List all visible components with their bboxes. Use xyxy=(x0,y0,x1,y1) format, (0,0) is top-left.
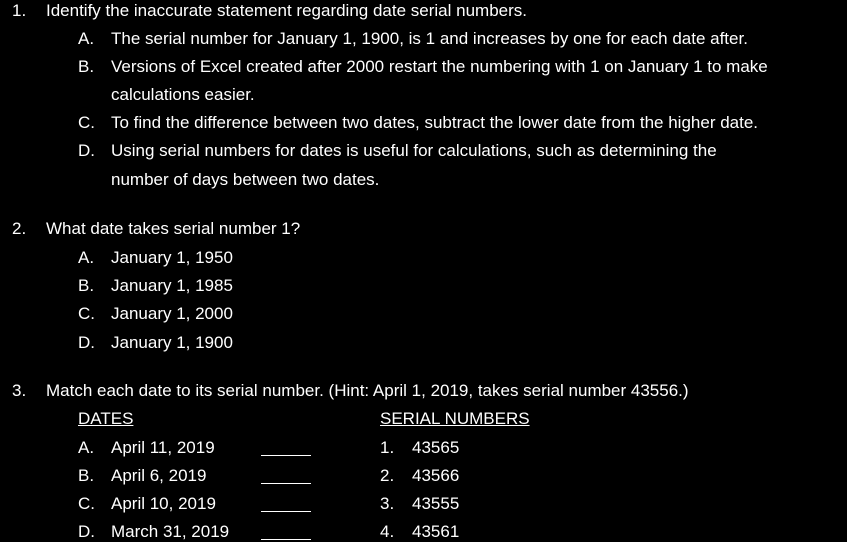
question-1-option-b-text-line-2: calculations easier. xyxy=(111,85,255,104)
question-1-option-c-letter: C. xyxy=(78,113,95,132)
answer-blank-a[interactable] xyxy=(261,455,311,456)
answer-blank-d[interactable] xyxy=(261,539,311,540)
question-2-option-b-letter: B. xyxy=(78,276,95,295)
answer-blank-b[interactable] xyxy=(261,483,311,484)
question-3-text: Match each date to its serial number. (Hint: April 1, 2019, takes serial number 43556.) xyxy=(46,381,689,400)
serial-1-value: 43565 xyxy=(412,438,460,457)
serial-3-value: 43555 xyxy=(412,494,460,513)
question-2-number: 2. xyxy=(12,219,27,238)
question-1-option-c-text: To find the difference between two dates, subtract the lower date from the higher date. xyxy=(111,113,759,132)
serial-4-number: 4. xyxy=(380,522,395,541)
question-1-option-a-letter: A. xyxy=(78,29,95,48)
date-a-letter: A. xyxy=(78,438,95,457)
serial-3-number: 3. xyxy=(380,494,395,513)
question-3-number: 3. xyxy=(12,381,27,400)
question-1-number: 1. xyxy=(12,1,27,20)
question-2-option-d-letter: D. xyxy=(78,333,95,352)
serial-2-value: 43566 xyxy=(412,466,460,485)
question-2-option-d-text: January 1, 1900 xyxy=(111,333,233,352)
question-1-option-a-text: The serial number for January 1, 1900, is 1 and increases by one for each date after. xyxy=(111,29,748,48)
question-2-option-a-letter: A. xyxy=(78,248,95,267)
date-b-text: April 6, 2019 xyxy=(111,466,207,485)
serial-numbers-header: SERIAL NUMBERS xyxy=(380,409,530,428)
question-1-option-b-letter: B. xyxy=(78,57,95,76)
question-2-option-c-letter: C. xyxy=(78,304,95,323)
serial-2-number: 2. xyxy=(380,466,395,485)
question-2-option-a-text: January 1, 1950 xyxy=(111,248,233,267)
date-d-letter: D. xyxy=(78,522,95,541)
serial-4-value: 43561 xyxy=(412,522,460,541)
question-1-text: Identify the inaccurate statement regarding date serial numbers. xyxy=(46,1,527,20)
date-c-text: April 10, 2019 xyxy=(111,494,216,513)
question-1-option-d-letter: D. xyxy=(78,141,95,160)
question-1-option-d-text-line-1: Using serial numbers for dates is useful for calculations, such as determining the xyxy=(111,141,717,160)
question-2-option-b-text: January 1, 1985 xyxy=(111,276,233,295)
question-1-option-d-text-line-2: number of days between two dates. xyxy=(111,170,380,189)
question-2-option-c-text: January 1, 2000 xyxy=(111,304,233,323)
date-b-letter: B. xyxy=(78,466,95,485)
answer-blank-c[interactable] xyxy=(261,511,311,512)
question-1-option-b-text-line-1: Versions of Excel created after 2000 restart the numbering with 1 on January 1 to make xyxy=(111,57,768,76)
date-c-letter: C. xyxy=(78,494,95,513)
serial-1-number: 1. xyxy=(380,438,395,457)
date-d-text: March 31, 2019 xyxy=(111,522,230,541)
question-2-text: What date takes serial number 1? xyxy=(46,219,301,238)
dates-header: DATES xyxy=(78,409,134,428)
date-a-text: April 11, 2019 xyxy=(111,438,215,457)
